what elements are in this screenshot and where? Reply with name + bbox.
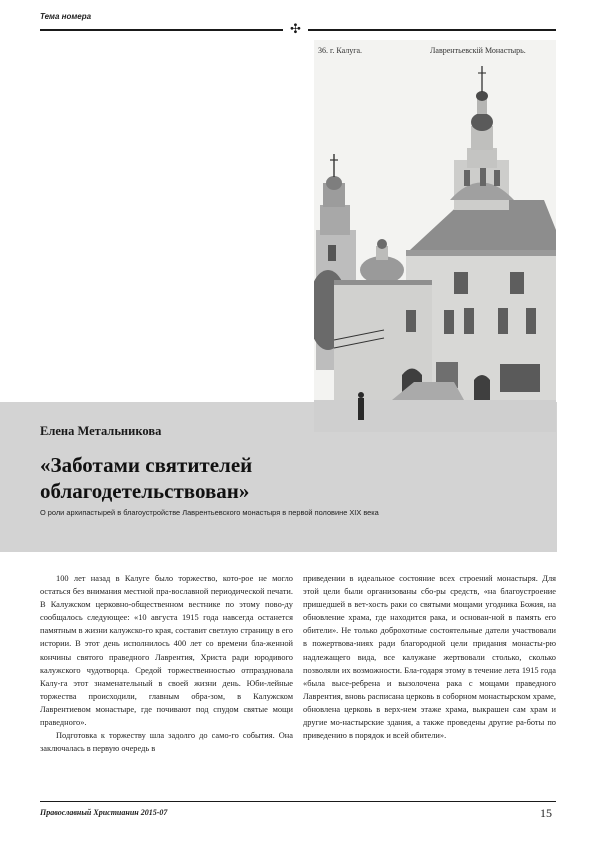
body-column-left — [40, 572, 293, 755]
photo-caption-left: 36. г. Калуга. — [318, 46, 363, 55]
header-rule-left — [40, 29, 283, 31]
body-column-right — [303, 572, 556, 742]
page-number: 15 — [540, 806, 552, 820]
article-subtitle: О роли архипастырей в благоустройстве Лаврентьевского монастыря в первой половине XIX века — [40, 508, 379, 517]
cross-ornament-icon: ✣ — [290, 21, 301, 36]
monastery-illustration — [314, 40, 556, 432]
header-rule-right — [308, 29, 556, 31]
article-title: «Заботами святителей облагодетельствован» — [40, 453, 253, 503]
photo-caption-right: Лаврентьевскій Монастырь. — [430, 46, 526, 55]
article-author: Елена Метальникова — [40, 424, 162, 438]
paragraph: Подготовка к торжеству шла задолго до само-го события. Она заключалась в первую очередь в — [40, 731, 293, 754]
footer-rule — [40, 801, 556, 802]
paragraph: 100 лет назад в Калуге было торжество, кото-рое не могло остаться без внимания местной пра-вославной периодической печати. В Калужском церковно-общественном вестнике по этому пово-ду сообщалось следующее: «10 августа 1915 года навсегда останется памятным в жизни калужско-го края, составит светлую страницу в его истории. В этот день исполнилось 400 лет со времени бла-женной кончины святого праведного Лаврентия, Христа ради юродивого калужского чудотворца. Средой торжественностью отпраздновала Калу-га этот знаменательный в своей жизни день. Юби-лейные торжества происходили, главным обра-зом, в Калужском Лаврентиевом монастыре, где почивают под спудом святые мощи праведного». — [40, 574, 293, 728]
paragraph: приведении в идеальное состояние всех строений монастыря. Для этой цели были организованы сбо-ры средств, «на благоустроение пришедшей в вет-хость раки со святыми мощами угодника Божия, на обновление храма, где находится рака, и основан-ной в память его обители». Не только доброхотные состоятельные датели участвовали в пожертвова-ниях ради благородной цели придания монасты-рю надлежащего вида, все калужане жертвовали столько, сколько позволяли их возможности. Бла-годаря этому в течение лета 1915 года «была высе-ребрена и вызолочена рака с мощами праведного Лаврентия, вновь расписана церковь в соборном монастырском храме, обновлена церковь в верх-нем этаже храма, выкрашен сам храм и другие мо-настырские здания, а также проведены другие ра-боты по приведению в порядок и всей обители». — [303, 574, 556, 741]
monastery-photo — [314, 40, 556, 432]
journal-name: Православный Христианин 2015-07 — [40, 808, 168, 817]
section-label: Тема номера — [40, 12, 92, 21]
